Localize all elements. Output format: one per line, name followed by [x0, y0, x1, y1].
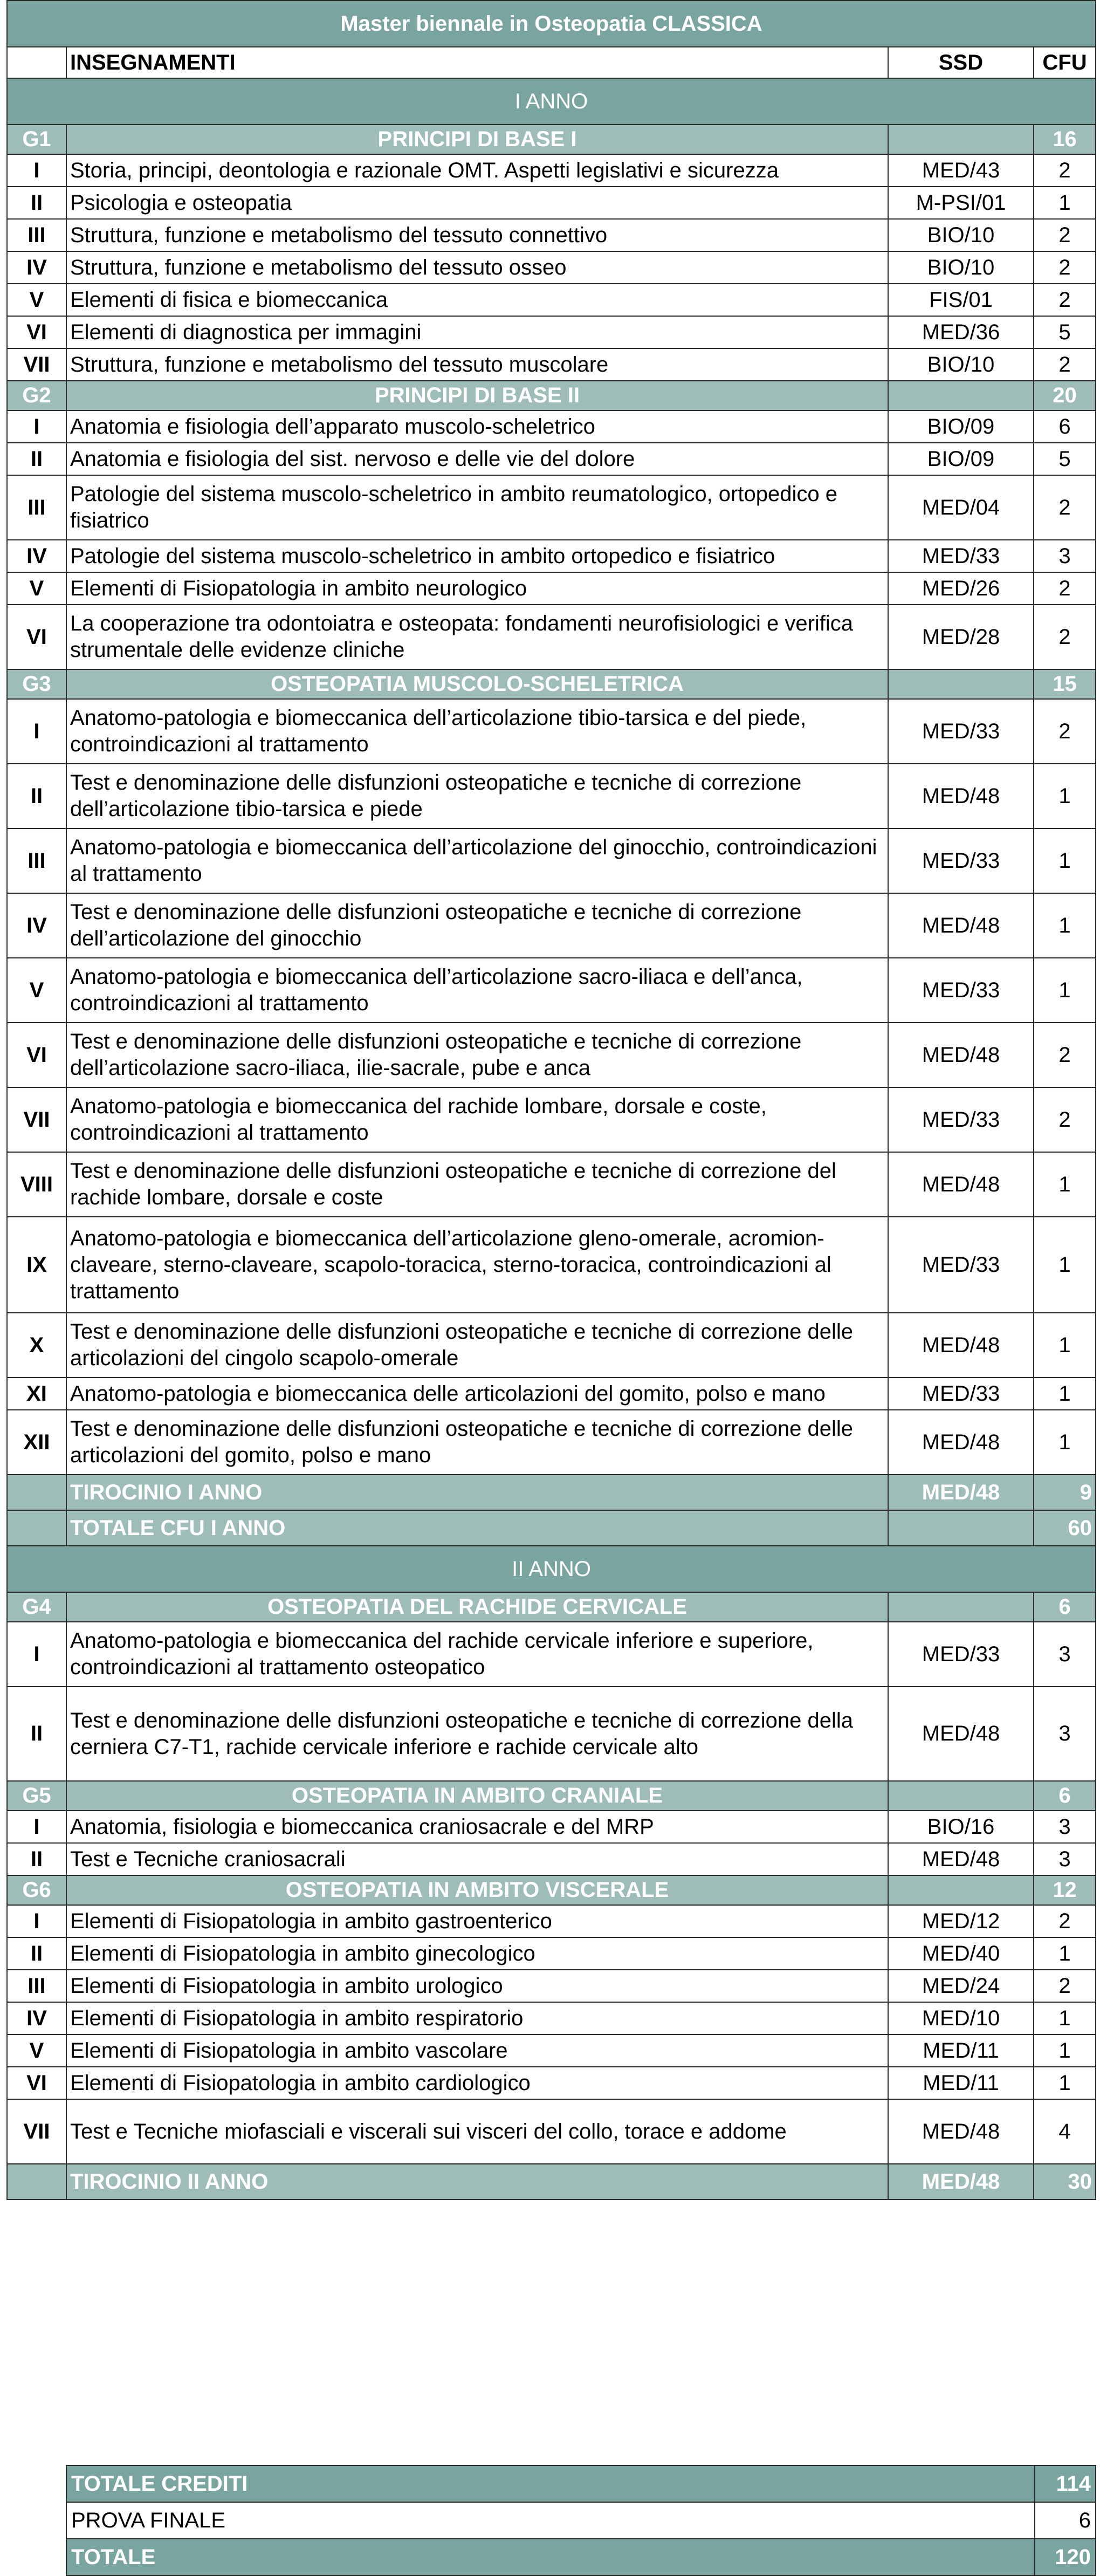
course-row — [7, 251, 1096, 284]
course-row — [7, 1937, 1096, 1970]
course-number: II — [7, 1687, 66, 1781]
course-ssd: MED/48 — [888, 2099, 1034, 2164]
course-cfu: 2 — [1034, 605, 1096, 669]
course-title: Test e denominazione delle disfunzioni osteopatiche e tecniche di correzione delle articolazioni del cingolo scapolo-omerale — [66, 1313, 888, 1378]
course-ssd: MED/43 — [888, 154, 1034, 187]
group-ssd-empty — [888, 1781, 1034, 1811]
course-row — [7, 572, 1096, 605]
course-cfu: 2 — [1034, 699, 1096, 764]
course-title: Struttura, funzione e metabolismo del tessuto muscolare — [66, 348, 888, 381]
group-ssd-empty — [888, 1592, 1034, 1622]
course-ssd: MED/10 — [888, 2002, 1034, 2034]
course-cfu: 3 — [1034, 1811, 1096, 1843]
course-title: Test e denominazione delle disfunzioni osteopatiche e tecniche di correzione delle articolazioni del gomito, polso e mano — [66, 1410, 888, 1475]
group-code: G2 — [7, 381, 66, 410]
prova-finale-label: PROVA FINALE — [66, 2502, 1035, 2539]
totale-cfu-i-anno-label: TOTALE CFU I ANNO — [66, 1510, 888, 1546]
course-cfu: 1 — [1034, 1378, 1096, 1410]
course-row — [7, 1313, 1096, 1378]
course-number: I — [7, 154, 66, 187]
totale-cfu-i-anno-cfu: 60 — [1034, 1510, 1096, 1546]
course-number: IV — [7, 251, 66, 284]
course-row — [7, 1378, 1096, 1410]
course-ssd: MED/40 — [888, 1937, 1034, 1970]
curriculum-table — [6, 0, 1096, 2200]
group-cfu: 12 — [1034, 1875, 1096, 1905]
group-title: OSTEOPATIA IN AMBITO CRANIALE — [66, 1781, 888, 1811]
course-cfu: 2 — [1034, 1905, 1096, 1937]
course-row — [7, 699, 1096, 764]
totale-cfu-i-anno-ssd — [888, 1510, 1034, 1546]
course-row — [7, 893, 1096, 958]
group-title: OSTEOPATIA MUSCOLO-SCHELETRICA — [66, 669, 888, 699]
course-title: Anatomo-patologia e biomeccanica dell’articolazione sacro-iliaca e dell’anca, controindicazioni al trattamento — [66, 958, 888, 1023]
course-cfu: 1 — [1034, 2002, 1096, 2034]
course-number: VII — [7, 2099, 66, 2164]
course-row — [7, 1811, 1096, 1843]
course-title: Elementi di diagnostica per immagini — [66, 316, 888, 348]
course-number: VI — [7, 605, 66, 669]
course-title: Anatomo-patologia e biomeccanica del rachide lombare, dorsale e coste, controindicazioni al trattamento — [66, 1087, 888, 1152]
course-ssd: MED/11 — [888, 2034, 1034, 2067]
course-ssd: BIO/16 — [888, 1811, 1034, 1843]
course-cfu: 2 — [1034, 284, 1096, 316]
course-cfu: 2 — [1034, 1023, 1096, 1087]
course-row — [7, 316, 1096, 348]
group-cfu: 6 — [1034, 1592, 1096, 1622]
group-header-g6 — [7, 1875, 1096, 1905]
course-row — [7, 1410, 1096, 1475]
course-ssd: MED/11 — [888, 2067, 1034, 2099]
course-number: I — [7, 699, 66, 764]
course-title: Patologie del sistema muscolo-scheletrico in ambito reumatologico, ortopedico e fisiatrico — [66, 475, 888, 540]
group-ssd-empty — [888, 669, 1034, 699]
course-number: VI — [7, 2067, 66, 2099]
group-header-g5 — [7, 1781, 1096, 1811]
course-ssd: MED/04 — [888, 475, 1034, 540]
course-number: VI — [7, 1023, 66, 1087]
group-ssd-empty — [888, 381, 1034, 410]
course-cfu: 1 — [1034, 958, 1096, 1023]
course-row — [7, 1087, 1096, 1152]
course-row — [7, 154, 1096, 187]
tirocinio-ii-anno — [7, 2164, 1096, 2200]
course-number: II — [7, 764, 66, 828]
course-ssd: MED/28 — [888, 605, 1034, 669]
course-row — [7, 1970, 1096, 2002]
course-row — [7, 219, 1096, 251]
course-number: III — [7, 219, 66, 251]
course-number: XI — [7, 1378, 66, 1410]
course-ssd: MED/33 — [888, 1622, 1034, 1687]
course-row — [7, 1152, 1096, 1217]
course-number: IV — [7, 540, 66, 572]
prova-finale-row — [66, 2502, 1096, 2539]
tirocinio-i-anno-cfu: 9 — [1034, 1475, 1096, 1510]
course-number: VII — [7, 1087, 66, 1152]
group-title: OSTEOPATIA IN AMBITO VISCERALE — [66, 1875, 888, 1905]
course-title: Test e Tecniche miofasciali e viscerali sui visceri del collo, torace e addome — [66, 2099, 888, 2164]
course-cfu: 2 — [1034, 475, 1096, 540]
course-cfu: 5 — [1034, 443, 1096, 475]
course-row — [7, 187, 1096, 219]
course-row — [7, 348, 1096, 381]
course-ssd: M-PSI/01 — [888, 187, 1034, 219]
course-title: Test e denominazione delle disfunzioni osteopatiche e tecniche di correzione del rachide lombare, dorsale e coste — [66, 1152, 888, 1217]
course-row — [7, 2099, 1096, 2164]
group-cfu: 15 — [1034, 669, 1096, 699]
course-cfu: 2 — [1034, 1087, 1096, 1152]
course-ssd: MED/48 — [888, 1687, 1034, 1781]
group-cfu: 16 — [1034, 125, 1096, 154]
course-number: VI — [7, 316, 66, 348]
course-cfu: 1 — [1034, 2067, 1096, 2099]
group-ssd-empty — [888, 1875, 1034, 1905]
group-header-g3 — [7, 669, 1096, 699]
course-title: Anatomo-patologia e biomeccanica dell’articolazione gleno-omerale, acromion-claveare, sterno-claveare, scapolo-toracica, sterno-toracica, controindicazioni al trattamento — [66, 1217, 888, 1313]
course-title: Elementi di Fisiopatologia in ambito respiratorio — [66, 2002, 888, 2034]
group-title: OSTEOPATIA DEL RACHIDE CERVICALE — [66, 1592, 888, 1622]
course-ssd: MED/33 — [888, 699, 1034, 764]
course-cfu: 2 — [1034, 348, 1096, 381]
course-number: V — [7, 958, 66, 1023]
page-title: Master biennale in Osteopatia CLASSICA — [7, 1, 1096, 47]
header-ssd: SSD — [888, 47, 1034, 78]
course-row — [7, 764, 1096, 828]
course-row — [7, 958, 1096, 1023]
course-title: Anatomo-patologia e biomeccanica delle articolazioni del gomito, polso e mano — [66, 1378, 888, 1410]
course-number: IX — [7, 1217, 66, 1313]
course-row — [7, 2034, 1096, 2067]
course-cfu: 1 — [1034, 1410, 1096, 1475]
course-title: Psicologia e osteopatia — [66, 187, 888, 219]
course-title: Test e denominazione delle disfunzioni osteopatiche e tecniche di correzione della cerniera C7-T1, rachide cervicale inferiore e rachide cervicale alto — [66, 1687, 888, 1781]
group-code: G4 — [7, 1592, 66, 1622]
course-cfu: 1 — [1034, 1217, 1096, 1313]
header-num-cell — [7, 47, 66, 78]
course-cfu: 1 — [1034, 1152, 1096, 1217]
course-title: Test e Tecniche craniosacrali — [66, 1843, 888, 1875]
course-ssd: BIO/10 — [888, 219, 1034, 251]
course-row — [7, 1843, 1096, 1875]
course-number: V — [7, 2034, 66, 2067]
course-row — [7, 1023, 1096, 1087]
course-number: V — [7, 572, 66, 605]
course-number: II — [7, 1843, 66, 1875]
course-ssd: MED/48 — [888, 1410, 1034, 1475]
course-row — [7, 475, 1096, 540]
course-ssd: MED/48 — [888, 893, 1034, 958]
course-title: Struttura, funzione e metabolismo del tessuto osseo — [66, 251, 888, 284]
course-row — [7, 828, 1096, 893]
header-cfu: CFU — [1034, 47, 1096, 78]
course-row — [7, 1622, 1096, 1687]
course-number: I — [7, 410, 66, 443]
course-cfu: 6 — [1034, 410, 1096, 443]
group-code: G5 — [7, 1781, 66, 1811]
course-row — [7, 2002, 1096, 2034]
course-row — [7, 284, 1096, 316]
course-cfu: 1 — [1034, 764, 1096, 828]
course-number: III — [7, 828, 66, 893]
group-title: PRINCIPI DI BASE II — [66, 381, 888, 410]
course-number: X — [7, 1313, 66, 1378]
course-cfu: 5 — [1034, 316, 1096, 348]
course-title: Test e denominazione delle disfunzioni osteopatiche e tecniche di correzione dell’articolazione del ginocchio — [66, 893, 888, 958]
year-label-1: I ANNO — [7, 78, 1096, 125]
course-cfu: 4 — [1034, 2099, 1096, 2164]
group-header-g4 — [7, 1592, 1096, 1622]
course-number: I — [7, 1811, 66, 1843]
course-title: Elementi di fisica e biomeccanica — [66, 284, 888, 316]
course-ssd: MED/33 — [888, 1217, 1034, 1313]
course-cfu: 3 — [1034, 1622, 1096, 1687]
tirocinio-i-anno — [7, 1475, 1096, 1510]
course-number: XII — [7, 1410, 66, 1475]
course-row — [7, 1687, 1096, 1781]
course-number: VII — [7, 348, 66, 381]
course-cfu: 1 — [1034, 1937, 1096, 1970]
course-row — [7, 605, 1096, 669]
course-title: Patologie del sistema muscolo-scheletrico in ambito ortopedico e fisiatrico — [66, 540, 888, 572]
course-ssd: MED/48 — [888, 1023, 1034, 1087]
course-ssd: MED/48 — [888, 1843, 1034, 1875]
course-row — [7, 443, 1096, 475]
course-ssd: BIO/09 — [888, 410, 1034, 443]
course-number: II — [7, 187, 66, 219]
course-title: Struttura, funzione e metabolismo del tessuto connettivo — [66, 219, 888, 251]
course-title: Elementi di Fisiopatologia in ambito cardiologico — [66, 2067, 888, 2099]
course-cfu: 1 — [1034, 893, 1096, 958]
course-number: I — [7, 1905, 66, 1937]
course-cfu: 2 — [1034, 572, 1096, 605]
course-row — [7, 1905, 1096, 1937]
course-cfu: 2 — [1034, 154, 1096, 187]
year-label-2: II ANNO — [7, 1546, 1096, 1592]
course-title: Anatomo-patologia e biomeccanica dell’articolazione del ginocchio, controindicazioni al trattamento — [66, 828, 888, 893]
course-cfu: 3 — [1034, 1687, 1096, 1781]
group-cfu: 20 — [1034, 381, 1096, 410]
course-ssd: MED/48 — [888, 1152, 1034, 1217]
group-title: PRINCIPI DI BASE I — [66, 125, 888, 154]
totale-label: TOTALE — [66, 2539, 1035, 2575]
course-ssd: MED/48 — [888, 1313, 1034, 1378]
header-row — [7, 47, 1096, 78]
totale-cfu-i-anno — [7, 1510, 1096, 1546]
totale-crediti-label: TOTALE CREDITI — [66, 2465, 1035, 2502]
course-ssd: MED/33 — [888, 958, 1034, 1023]
course-title: Anatomia, fisiologia e biomeccanica craniosacrale e del MRP — [66, 1811, 888, 1843]
course-ssd: MED/33 — [888, 828, 1034, 893]
curriculum-table-body — [7, 1, 1096, 2200]
year-row-1 — [7, 78, 1096, 125]
course-number: VIII — [7, 1152, 66, 1217]
course-cfu: 3 — [1034, 540, 1096, 572]
prova-finale-value: 6 — [1035, 2502, 1096, 2539]
group-code: G6 — [7, 1875, 66, 1905]
totale-crediti-value: 114 — [1035, 2465, 1096, 2502]
course-ssd: MED/33 — [888, 1378, 1034, 1410]
course-title: Elementi di Fisiopatologia in ambito ginecologico — [66, 1937, 888, 1970]
course-number: I — [7, 1622, 66, 1687]
course-title: Test e denominazione delle disfunzioni osteopatiche e tecniche di correzione dell’articolazione tibio-tarsica e piede — [66, 764, 888, 828]
course-cfu: 1 — [1034, 187, 1096, 219]
tirocinio-ii-anno-ssd: MED/48 — [888, 2164, 1034, 2200]
course-ssd: MED/33 — [888, 1087, 1034, 1152]
course-ssd: FIS/01 — [888, 284, 1034, 316]
course-row — [7, 2067, 1096, 2099]
course-cfu: 2 — [1034, 1970, 1096, 2002]
course-cfu: 2 — [1034, 251, 1096, 284]
course-row — [7, 540, 1096, 572]
totale-row — [66, 2539, 1096, 2575]
course-ssd: MED/26 — [888, 572, 1034, 605]
course-number: III — [7, 1970, 66, 2002]
course-row — [7, 410, 1096, 443]
group-ssd-empty — [888, 125, 1034, 154]
header-insegnamenti: INSEGNAMENTI — [66, 47, 888, 78]
course-title: Elementi di Fisiopatologia in ambito gastroenterico — [66, 1905, 888, 1937]
tirocinio-ii-anno-label: TIROCINIO II ANNO — [66, 2164, 888, 2200]
course-title: Elementi di Fisiopatologia in ambito neurologico — [66, 572, 888, 605]
group-cfu: 6 — [1034, 1781, 1096, 1811]
course-title: Anatomo-patologia e biomeccanica del rachide cervicale inferiore e superiore, controindicazioni al trattamento osteopatico — [66, 1622, 888, 1687]
tirocinio-i-anno-empty — [7, 1475, 66, 1510]
course-cfu: 1 — [1034, 2034, 1096, 2067]
course-title: Anatomo-patologia e biomeccanica dell’articolazione tibio-tarsica e del piede, controindicazioni al trattamento — [66, 699, 888, 764]
course-number: II — [7, 1937, 66, 1970]
course-cfu: 3 — [1034, 1843, 1096, 1875]
course-ssd: BIO/09 — [888, 443, 1034, 475]
course-number: III — [7, 475, 66, 540]
course-cfu: 1 — [1034, 828, 1096, 893]
course-number: V — [7, 284, 66, 316]
totale-cfu-i-anno-empty — [7, 1510, 66, 1546]
totale-crediti-row — [66, 2465, 1096, 2502]
tirocinio-i-anno-label: TIROCINIO I ANNO — [66, 1475, 888, 1510]
year-row-2 — [7, 1546, 1096, 1592]
group-code: G3 — [7, 669, 66, 699]
course-cfu: 2 — [1034, 219, 1096, 251]
course-cfu: 1 — [1034, 1313, 1096, 1378]
course-title: Elementi di Fisiopatologia in ambito vascolare — [66, 2034, 888, 2067]
course-title: La cooperazione tra odontoiatra e osteopata: fondamenti neurofisiologici e verifica strumentale delle evidenze cliniche — [66, 605, 888, 669]
course-title: Storia, principi, deontologia e razionale OMT. Aspetti legislativi e sicurezza — [66, 154, 888, 187]
course-ssd: MED/36 — [888, 316, 1034, 348]
course-number: IV — [7, 893, 66, 958]
course-title: Anatomia e fisiologia del sist. nervoso e delle vie del dolore — [66, 443, 888, 475]
course-title: Elementi di Fisiopatologia in ambito urologico — [66, 1970, 888, 2002]
course-title: Anatomia e fisiologia dell’apparato muscolo-scheletrico — [66, 410, 888, 443]
course-ssd: BIO/10 — [888, 251, 1034, 284]
course-ssd: MED/24 — [888, 1970, 1034, 2002]
course-title: Test e denominazione delle disfunzioni osteopatiche e tecniche di correzione dell’articolazione sacro-iliaca, ilie-sacrale, pube e anca — [66, 1023, 888, 1087]
course-ssd: BIO/10 — [888, 348, 1034, 381]
group-header-g2 — [7, 381, 1096, 410]
group-header-g1 — [7, 125, 1096, 154]
course-ssd: MED/12 — [888, 1905, 1034, 1937]
course-number: II — [7, 443, 66, 475]
tirocinio-i-anno-ssd: MED/48 — [888, 1475, 1034, 1510]
title-row — [7, 1, 1096, 47]
course-number: IV — [7, 2002, 66, 2034]
course-ssd: MED/33 — [888, 540, 1034, 572]
course-row — [7, 1217, 1096, 1313]
tirocinio-ii-anno-cfu: 30 — [1034, 2164, 1096, 2200]
tirocinio-ii-anno-empty — [7, 2164, 66, 2200]
totale-value: 120 — [1035, 2539, 1096, 2575]
course-ssd: MED/48 — [888, 764, 1034, 828]
group-code: G1 — [7, 125, 66, 154]
totals-table — [66, 2465, 1096, 2576]
